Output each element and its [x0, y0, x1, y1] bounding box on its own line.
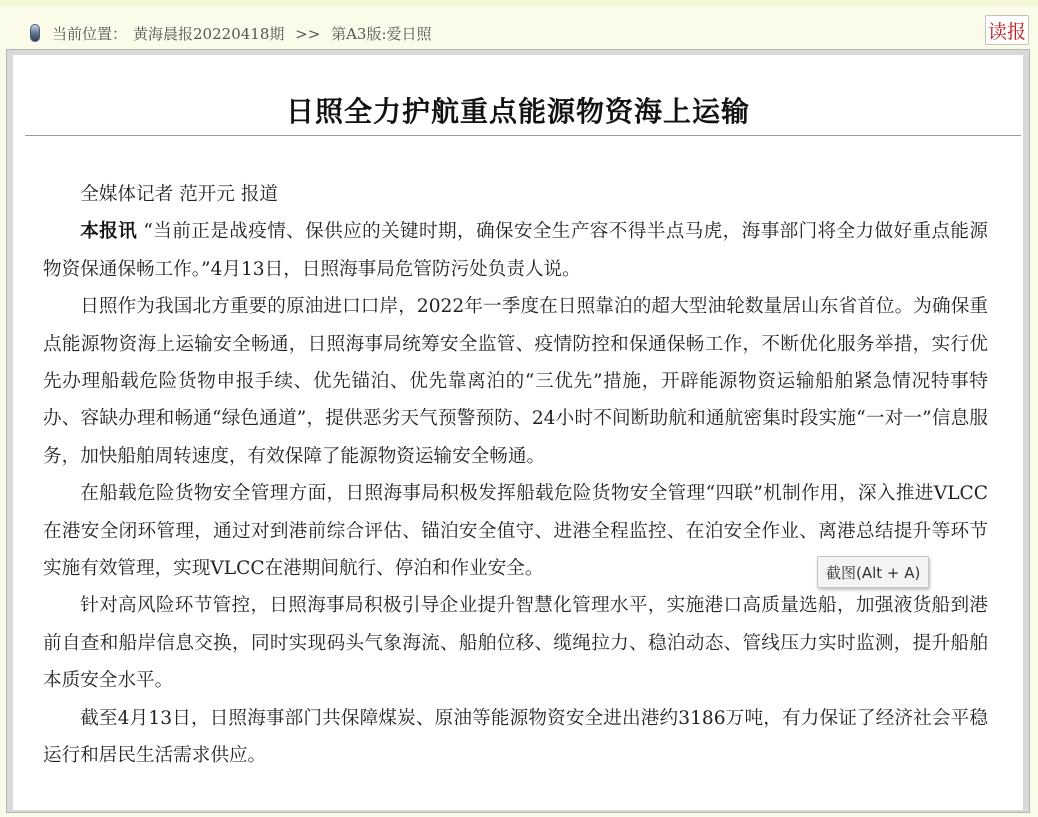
article-byline: 全媒体记者 范开元 报道	[80, 184, 278, 205]
article-paragraph	[43, 213, 988, 288]
breadcrumb-issue-link[interactable]: 黄海晨报20220418期	[133, 25, 285, 43]
article-body	[43, 176, 988, 775]
location-marker-icon	[30, 24, 40, 42]
breadcrumb-separator: >>	[295, 25, 321, 43]
breadcrumb-label: 当前位置：	[52, 25, 128, 43]
location-bar	[0, 0, 1038, 48]
article-page	[13, 55, 1023, 810]
article-paragraph: 在船载危险货物安全管理方面，日照海事局积极发挥船载危险货物安全管理“四联”机制作用，深入推进VLCC在港安全闭环管理，通过对到港前综合评估、锚泊安全值守、进港全程监控、在泊安全作业、离港总结提升等环节实施有效管理，实现VLCC在港期间航行、停泊和作业安全。	[43, 483, 988, 580]
screenshot-tooltip: 截图(Alt + A)	[817, 556, 929, 588]
breadcrumb-section-link[interactable]: 第A3版:爱日照	[331, 25, 432, 43]
lead-text: “当前正是战疫情、保供应的关键时期，确保安全生产容不得半点马虎，海事部门将全力做好重点能源物资保通保畅工作。”4月13日，日照海事局危管防污处负责人说。	[43, 221, 988, 280]
article-paragraph: 针对高风险环节管控，日照海事局积极引导企业提升智慧化管理水平，实施港口高质量选船，加强液货船到港前自查和船岸信息交换，同时实现码头气象海流、船舶位移、缆绳拉力、稳泊动态、管线压力实时监测，提升船舶本质安全水平。	[43, 595, 988, 692]
article-title: 日照全力护航重点能源物资海上运输	[285, 95, 750, 128]
article-paragraph: 截至4月13日，日照海事部门共保障煤炭、原油等能源物资安全进出港约3186万吨，有力保证了经济社会平稳运行和居民生活需求供应。	[43, 707, 988, 767]
lead-label: 本报讯	[80, 221, 138, 243]
title-divider	[25, 135, 1021, 136]
breadcrumb	[52, 23, 438, 44]
article-paragraph: 日照作为我国北方重要的原油进口口岸，2022年一季度在日照靠泊的超大型油轮数量居山东省首位。为确保重点能源物资海上运输安全畅通，日照海事局统筹安全监管、疫情防控和保通保畅工作，不断优化服务举措，实行优先办理船载危险货物申报手续、优先锚泊、优先靠离泊的“三优先”措施，开辟能源物资运输船舶紧急情况特事特办、容缺办理和畅通“绿色通道”，提供恶劣天气预警预防、24小时不间断助航和通航密集时段实施“一对一”信息服务，加快船舶周转速度，有效保障了能源物资运输安全畅通。	[43, 296, 988, 467]
read-paper-button[interactable]: 读报	[985, 15, 1029, 45]
